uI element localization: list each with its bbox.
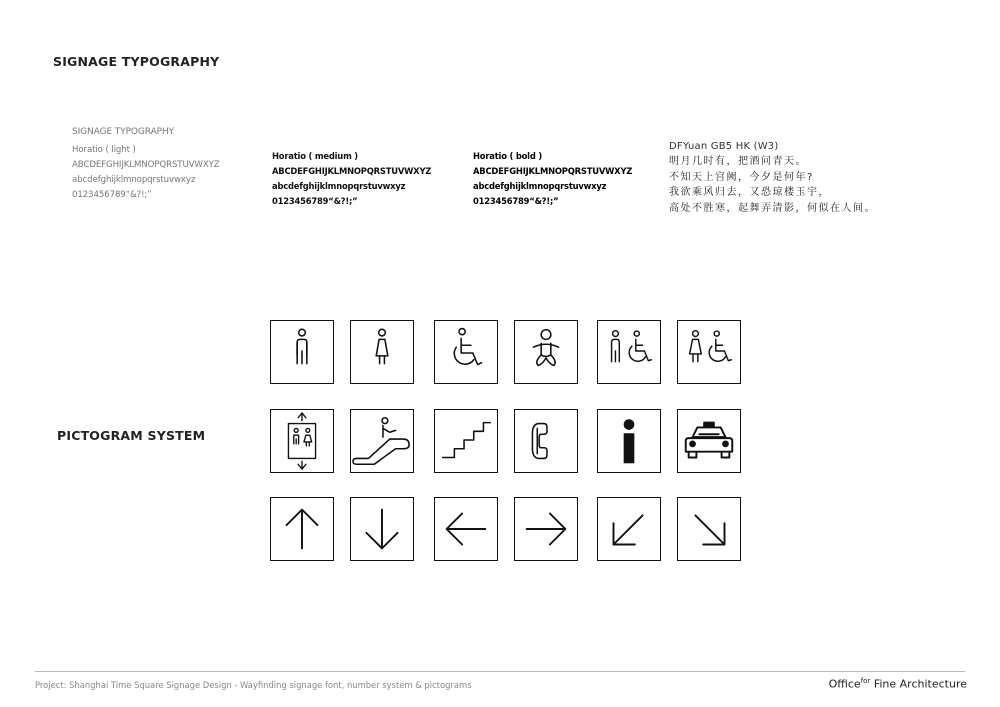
footer-divider xyxy=(35,671,965,672)
male-accessible-toilet-icon xyxy=(597,320,661,384)
arrow-up-icon xyxy=(270,497,334,561)
baby-care-icon xyxy=(514,320,578,384)
arrow-left-icon xyxy=(434,497,498,561)
medium-font-name: Horatio ( medium ) xyxy=(272,151,358,161)
chinese-poem-line: 我欲乘风归去，又恐琼楼玉宇， xyxy=(669,187,830,198)
medium-lowercase-sample: abcdefghijklmnopqrstuvwxyz xyxy=(272,181,406,191)
light-digits-sample: 0123456789“&?!;” xyxy=(72,190,152,200)
information-icon xyxy=(597,409,661,473)
typeface-chinese-block xyxy=(669,140,969,216)
typeface-medium-block xyxy=(272,149,457,209)
arrow-down-left-icon xyxy=(597,497,661,561)
light-uppercase-sample: ABCDEFGHIJKLMNOPQRSTUVWXYZ xyxy=(72,160,220,170)
chinese-poem-line: 明月几时有，把酒问青天。 xyxy=(669,156,807,167)
for-superscript: for xyxy=(860,677,871,685)
male-toilet-icon xyxy=(270,320,334,384)
bold-uppercase-sample: ABCDEFGHIJKLMNOPQRSTUVWXYZ xyxy=(473,166,633,176)
light-font-name: Horatio ( light ) xyxy=(72,145,136,155)
taxi-icon xyxy=(677,409,741,473)
bold-lowercase-sample: abcdefghijklmnopqrstuvwxyz xyxy=(473,181,607,191)
bold-digits-sample: 0123456789“&?!;” xyxy=(473,196,559,206)
medium-uppercase-sample: ABCDEFGHIJKLMNOPQRSTUVWXYZ xyxy=(272,166,432,176)
typeface-light-block xyxy=(72,125,252,203)
light-lowercase-sample: abcdefghijklmnopqrstuvwxyz xyxy=(72,175,196,185)
escalator-icon xyxy=(350,409,414,473)
arrow-down-icon xyxy=(350,497,414,561)
wheelchair-accessible-icon xyxy=(434,320,498,384)
female-toilet-icon xyxy=(350,320,414,384)
chinese-poem-line: 高处不胜寒，起舞弄清影，何似在人间。 xyxy=(669,202,876,214)
lift-icon xyxy=(270,409,334,473)
footer-office-logo xyxy=(829,677,967,691)
chinese-font-name: DFYuan GB5 HK (W3) xyxy=(669,141,779,152)
arrow-right-icon xyxy=(514,497,578,561)
office-wordmark: Office xyxy=(828,677,861,691)
bold-font-name: Horatio ( bold ) xyxy=(473,151,542,161)
page-title: SIGNAGE TYPOGRAPHY xyxy=(53,54,220,69)
stairs-icon xyxy=(434,409,498,473)
female-accessible-toilet-icon xyxy=(677,320,741,384)
typography-caption: SIGNAGE TYPOGRAPHY xyxy=(72,127,175,137)
telephone-icon xyxy=(514,409,578,473)
chinese-poem-line: 不知天上宫阙，今夕是何年? xyxy=(669,171,814,183)
pictogram-section-title: PICTOGRAM SYSTEM xyxy=(57,428,206,443)
footer-project-caption: Project: Shanghai Time Square Signage Design - Wayfinding signage font, number system & pictograms xyxy=(35,680,472,690)
arrow-down-right-icon xyxy=(677,497,741,561)
typeface-bold-block xyxy=(473,149,658,209)
firm-wordmark: Fine Architecture xyxy=(870,677,967,691)
medium-digits-sample: 0123456789“&?!;” xyxy=(272,196,358,206)
